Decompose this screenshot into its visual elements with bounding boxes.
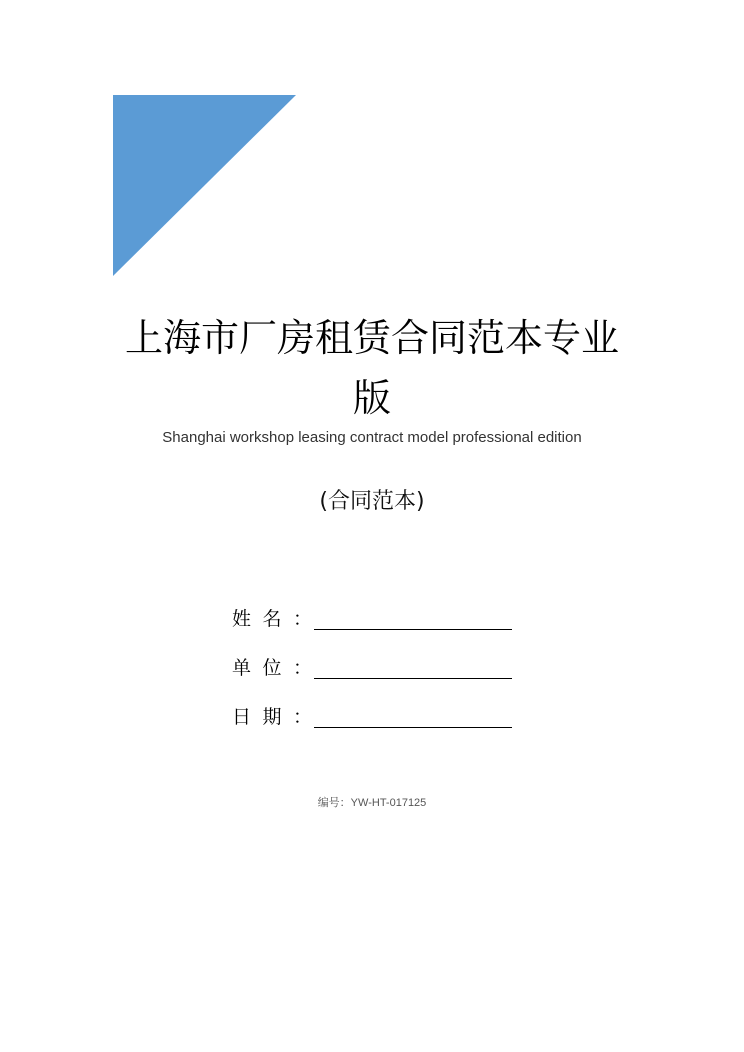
triangle-shape [113, 95, 296, 276]
title-line-2: 版 [352, 376, 391, 420]
form-row-date [232, 704, 522, 734]
date-label-char-2: 期 [262, 706, 282, 728]
name-label [232, 606, 312, 632]
date-fill-line [314, 727, 512, 728]
date-label-char-1: 日 [232, 706, 252, 728]
form-row-name [232, 606, 522, 636]
title-line-1: 上海市厂房租赁合同范本专业 [124, 316, 619, 360]
date-label [232, 704, 312, 730]
document-title [0, 312, 744, 420]
unit-label-colon: ： [292, 657, 312, 679]
unit-fill-line [314, 678, 512, 679]
unit-label-char-1: 单 [232, 657, 252, 679]
unit-label [232, 655, 312, 681]
document-number: 编号：YW-HT-017125 [317, 797, 427, 809]
date-label-colon: ： [292, 706, 312, 728]
name-label-char-2: 名 [262, 608, 282, 630]
name-fill-line [314, 629, 512, 630]
name-label-char-1: 姓 [232, 608, 252, 630]
name-label-colon: ： [292, 608, 312, 630]
title-line-2-clip [0, 372, 744, 420]
document-type-label: (合同范本) [319, 489, 425, 514]
unit-label-char-2: 位 [262, 657, 282, 679]
english-subtitle: Shanghai workshop leasing contract model professional edition [162, 429, 582, 446]
form-row-unit [232, 655, 522, 685]
corner-triangle-decoration [113, 95, 296, 276]
